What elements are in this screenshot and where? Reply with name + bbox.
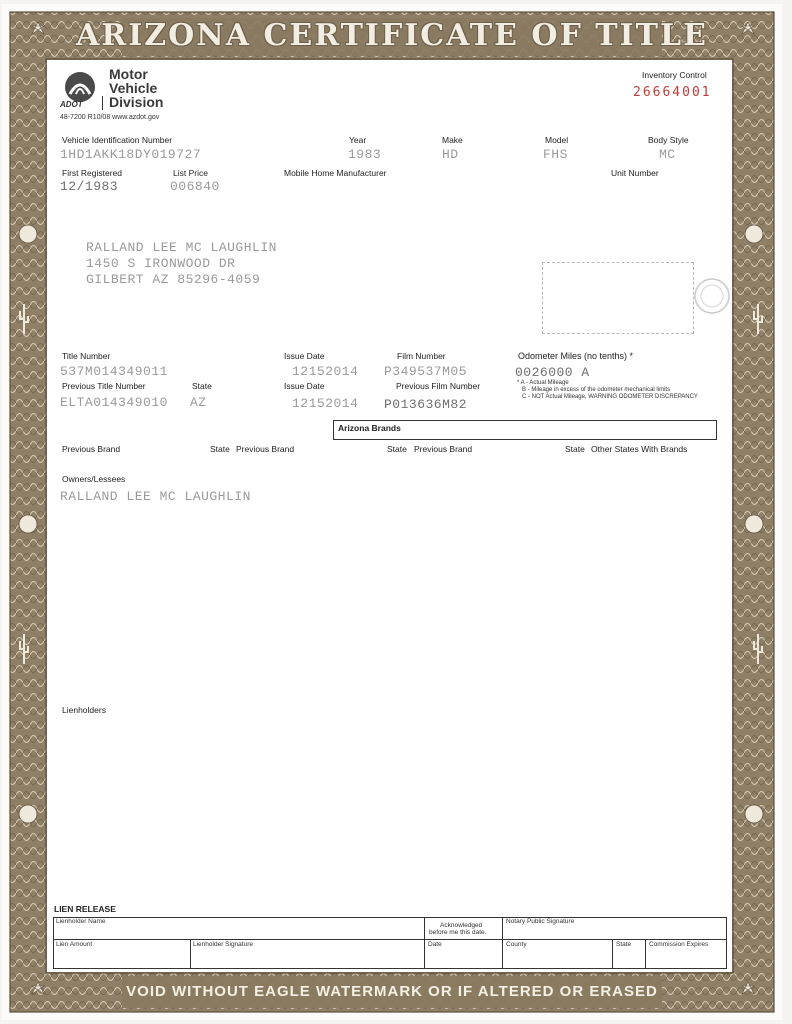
acknowledged-label: Acknowledged (440, 922, 483, 929)
model-label: Model (545, 135, 569, 145)
document-body (47, 60, 732, 972)
release-date-label: Date (428, 941, 442, 948)
film-number-label: Film Number (397, 351, 446, 361)
address-line-3: GILBERT AZ 85296-4059 (86, 272, 261, 287)
body-style-value: MC (659, 147, 676, 162)
lienholder-name-label: Lienholder Name (56, 918, 106, 925)
list-price-label: List Price (173, 168, 208, 178)
brand-state-1: State (210, 444, 230, 454)
list-price-value: 006840 (170, 179, 220, 194)
arizona-brands-label: Arizona Brands (338, 423, 401, 433)
year-value: 1983 (348, 147, 382, 162)
previous-film-label: Previous Film Number (396, 381, 481, 391)
make-label: Make (442, 135, 463, 145)
make-value: HD (442, 147, 459, 162)
void-warning: VOID WITHOUT EAGLE WATERMARK OR IF ALTERED OR ERASED (126, 983, 658, 1000)
lienholders-label: Lienholders (62, 705, 106, 715)
before-me-label: before me this date. (429, 929, 487, 936)
odometer-note-a: * A - Actual Mileage (517, 380, 569, 386)
county-label: County (506, 941, 527, 948)
mobile-home-label: Mobile Home Manufacturer (284, 168, 387, 178)
lien-release-row-divider (53, 939, 726, 940)
odometer-note-c: C - NOT Actual Mileage, WARNING ODOMETER DISCREPANCY (522, 394, 698, 400)
agency-line-division: Division (109, 94, 164, 110)
logo-text: ADOT (60, 100, 83, 109)
previous-title-value: ELTA014349010 (60, 395, 168, 410)
notary-signature-label: Notary Public Signature (506, 918, 575, 925)
lienholder-signature-label: Lienholder Signature (193, 941, 253, 948)
lien-release-col-5 (645, 939, 646, 968)
unit-number-label: Unit Number (611, 168, 659, 178)
previous-issue-date-label: Issue Date (284, 381, 325, 391)
previous-film-value: P013636M82 (384, 397, 468, 412)
odometer-note-b: B - Mileage in excess of the odometer mechanical limits (522, 387, 671, 393)
inventory-control-label: Inventory Control (642, 70, 707, 80)
form-number: 48-7200 R10/08 www.azdot.gov (60, 114, 160, 121)
previous-brand-1: Previous Brand (62, 444, 121, 454)
brand-state-2: State (387, 444, 407, 454)
issue-date-label: Issue Date (284, 351, 325, 361)
agency-line-motor: Motor (109, 66, 148, 82)
notary-state-label: State (616, 941, 632, 948)
film-number-value: P349537M05 (384, 364, 468, 379)
odometer-value: 0026000 A (515, 365, 590, 380)
certificate-sheet (2, 4, 782, 1020)
previous-issue-date-value: 12152014 (292, 396, 359, 411)
commission-expires-label: Commission Expires (649, 941, 709, 948)
previous-brand-3: Previous Brand (414, 444, 473, 454)
body-style-label: Body Style (648, 135, 689, 145)
vin-label: Vehicle Identification Number (62, 135, 173, 145)
owners-label: Owners/Lessees (62, 474, 126, 484)
other-states-brands: Other States With Brands (591, 444, 688, 454)
agency-line-vehicle: Vehicle (109, 80, 158, 96)
odometer-label: Odometer Miles (no tenths) * (518, 351, 634, 361)
first-registered-label: First Registered (62, 168, 122, 178)
brand-state-3: State (565, 444, 585, 454)
inventory-control-number: 26664001 (633, 85, 712, 100)
seal-stamp (542, 262, 694, 334)
logo-divider (102, 96, 103, 110)
previous-title-label: Previous Title Number (62, 381, 146, 391)
address-line-2: 1450 S IRONWOOD DR (86, 256, 236, 271)
first-registered-value: 12/1983 (60, 179, 119, 194)
lien-release-col-4 (612, 939, 613, 968)
previous-brand-2: Previous Brand (236, 444, 295, 454)
lien-release-title: LIEN RELEASE (54, 904, 116, 914)
title-number-label: Title Number (62, 351, 111, 361)
lien-release-col-1 (424, 917, 425, 968)
seal-icon (692, 276, 732, 316)
previous-state-value: AZ (190, 395, 207, 410)
title-number-value: 537M014349011 (60, 364, 168, 379)
lien-release-col-3 (190, 939, 191, 968)
model-value: FHS (543, 147, 568, 162)
owners-value: RALLAND LEE MC LAUGHLIN (60, 489, 251, 504)
year-label: Year (349, 135, 367, 145)
lien-release-col-2 (502, 917, 503, 968)
issue-date-value: 12152014 (292, 364, 359, 379)
lien-amount-label: Lien Amount (56, 941, 93, 948)
vin-value: 1HD1AKK18DY019727 (60, 147, 202, 162)
address-line-1: RALLAND LEE MC LAUGHLIN (86, 240, 277, 255)
previous-state-label: State (192, 381, 212, 391)
certificate-title: ARIZONA CERTIFICATE OF TITLE (76, 18, 708, 53)
